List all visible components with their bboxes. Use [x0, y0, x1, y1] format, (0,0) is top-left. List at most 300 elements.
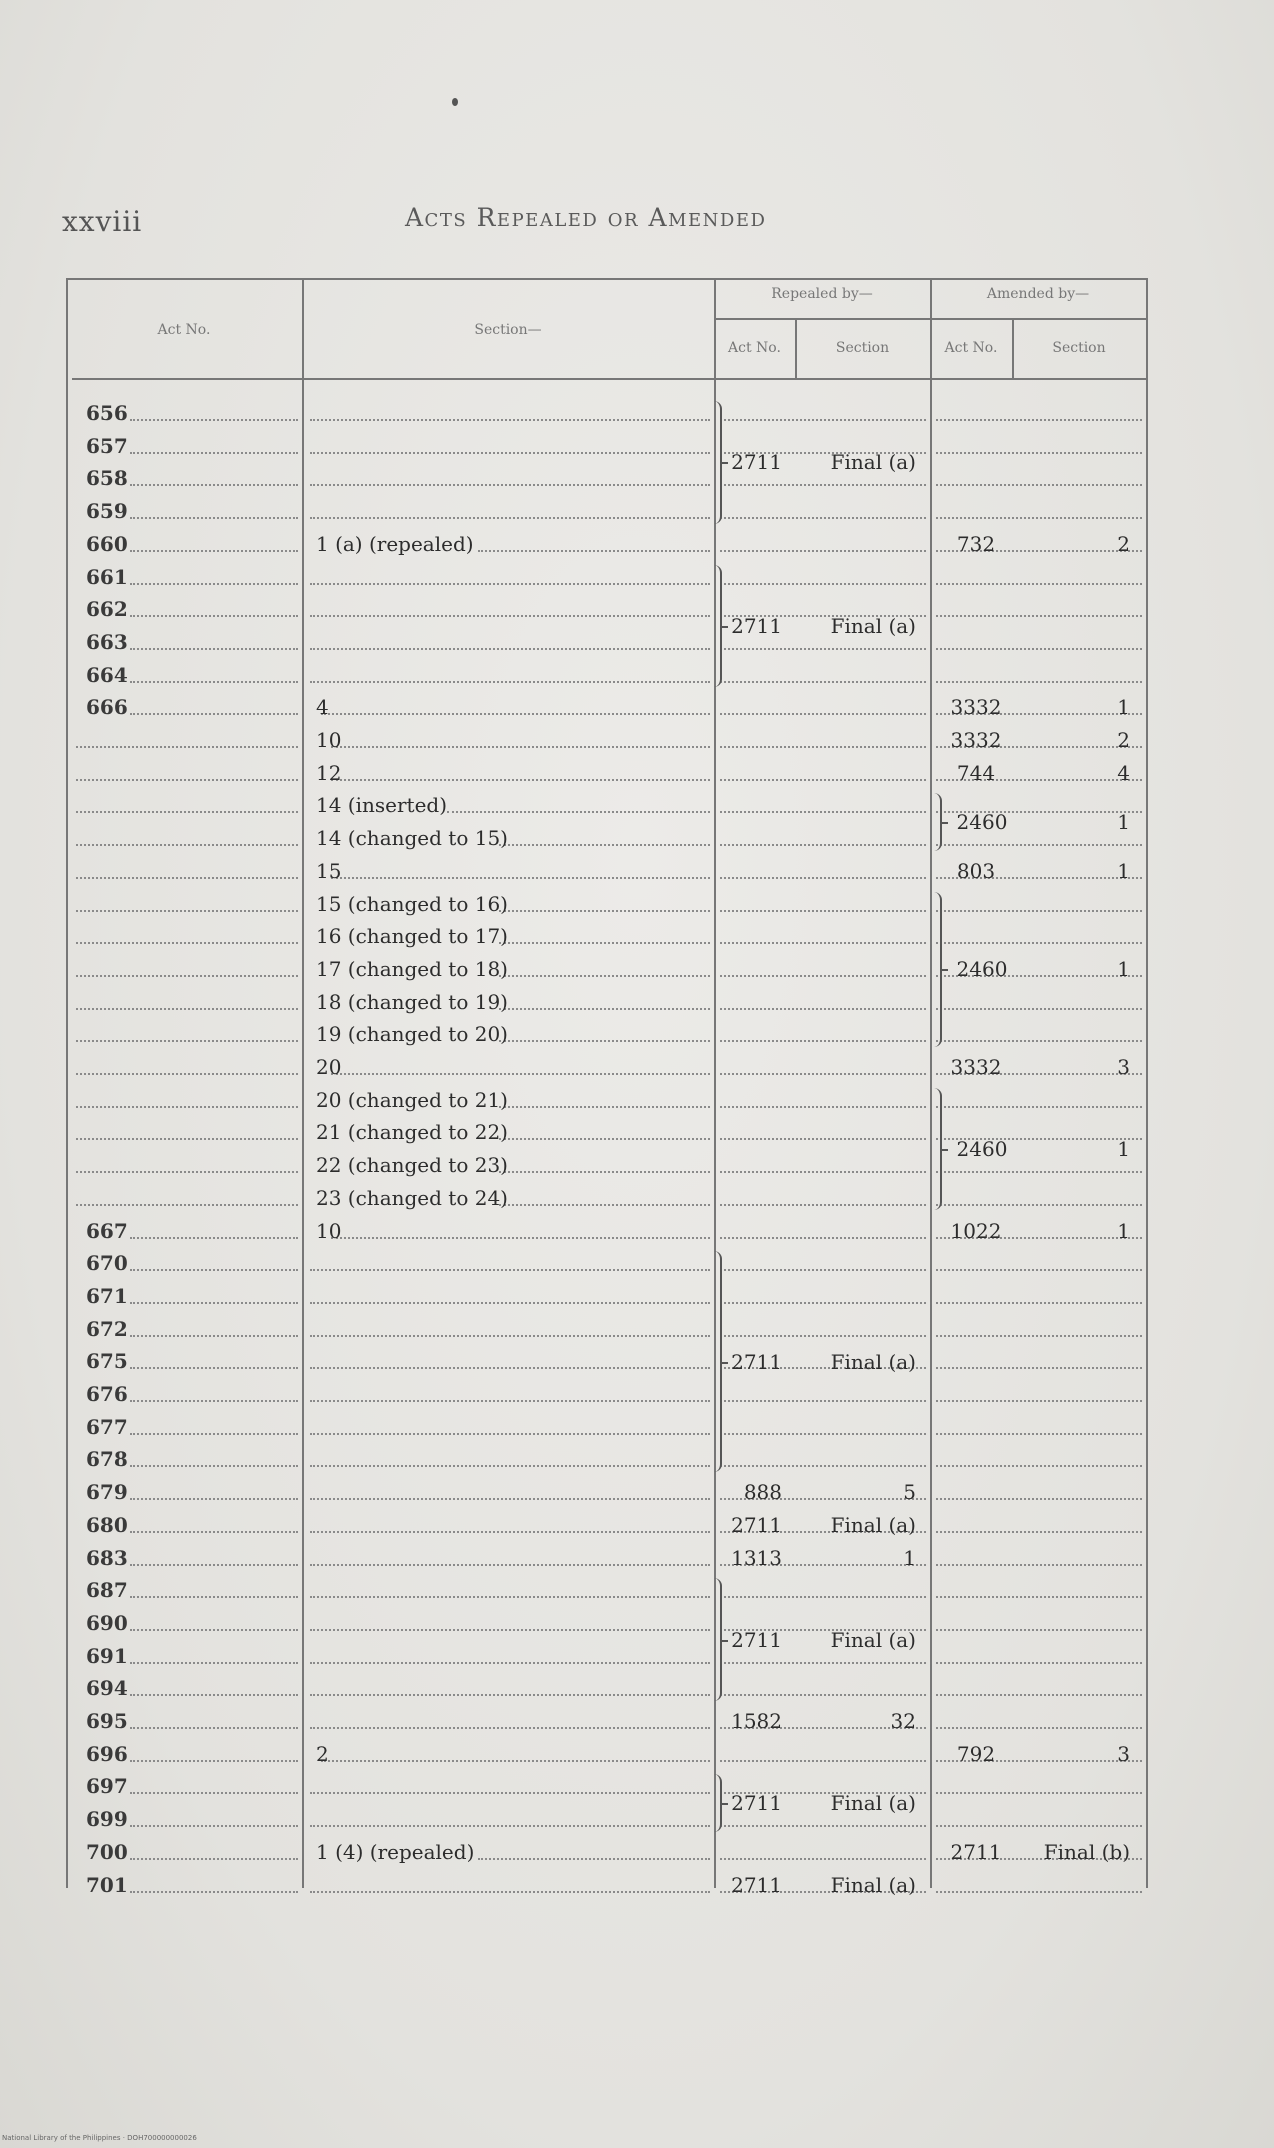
repealed-act-no: 2711	[731, 1512, 782, 1537]
repealed-section	[800, 724, 916, 757]
act-number	[86, 1149, 136, 1182]
amended-act-no	[934, 462, 1018, 495]
table-row	[0, 855, 1274, 888]
amended-section	[1018, 920, 1130, 953]
act-number	[86, 888, 136, 921]
amended-section	[1018, 495, 1130, 528]
repealed-section	[800, 1018, 916, 1051]
amended-act-no	[934, 1869, 1018, 1902]
amended-section	[1018, 1182, 1130, 1215]
amended-section	[1018, 1345, 1130, 1378]
repealed-section: Final (a)	[830, 1872, 916, 1897]
amended-section	[1018, 1607, 1130, 1640]
repealed-group-act-no: 2711	[731, 1349, 782, 1374]
leader-act	[130, 1694, 298, 1696]
amended-section	[1018, 397, 1130, 430]
table-row	[0, 1313, 1274, 1346]
amended-section	[1018, 1313, 1130, 1346]
act-number: 683	[86, 1545, 128, 1570]
table-row	[0, 1182, 1274, 1215]
amended-act-no	[934, 1574, 1018, 1607]
table-row	[0, 1280, 1274, 1313]
table-row	[0, 1509, 1274, 1542]
section-text	[316, 462, 706, 495]
repealed-act-no	[720, 1411, 782, 1444]
repealed-act-no	[720, 789, 782, 822]
repealed-section	[800, 920, 916, 953]
leader-act	[130, 1891, 298, 1893]
section-text	[316, 1869, 706, 1902]
amended-section: 2	[1117, 531, 1130, 556]
repealed-section	[800, 1051, 916, 1084]
section-text	[316, 430, 706, 463]
table-row	[0, 462, 1274, 495]
amended-section	[1018, 561, 1130, 594]
section-text: 14 (inserted)	[316, 793, 448, 818]
table-row	[0, 1411, 1274, 1444]
act-number: 670	[86, 1251, 128, 1276]
amended-section	[1018, 1084, 1130, 1117]
scan-footer: National Library of the Philippines · DOH700000000026	[2, 2134, 197, 2142]
leader-act	[130, 1302, 298, 1304]
amended-act-no	[934, 397, 1018, 430]
header-repealed-by: Repealed by—	[771, 286, 873, 302]
amended-act-no	[934, 1705, 1018, 1738]
header-act-no: Act No.	[157, 322, 211, 338]
repealed-section: 1	[903, 1545, 916, 1570]
section-text	[316, 626, 706, 659]
table-row	[0, 1051, 1274, 1084]
amended-section	[1018, 462, 1130, 495]
repealed-group-section: Final (a)	[830, 1627, 916, 1652]
amended-section	[1018, 593, 1130, 626]
amended-act-no	[934, 430, 1018, 463]
repealed-section	[800, 986, 916, 1019]
section-text: 15	[316, 858, 342, 883]
repealed-act-no	[720, 1313, 782, 1346]
amended-section: 4	[1117, 760, 1130, 785]
amended-act-no	[934, 659, 1018, 692]
amended-section: 1	[1117, 1218, 1130, 1243]
amended-act-no	[934, 1770, 1018, 1803]
amended-section	[1018, 1280, 1130, 1313]
act-number: 659	[86, 499, 128, 524]
repealed-section	[800, 1443, 916, 1476]
section-text: 1 (a) (repealed)	[316, 531, 474, 556]
act-number	[86, 1084, 136, 1117]
amended-section	[1018, 430, 1130, 463]
repealed-act-no	[720, 757, 782, 790]
table-row	[0, 920, 1274, 953]
act-number	[86, 920, 136, 953]
section-text	[316, 1803, 706, 1836]
leader-act	[130, 648, 298, 650]
repealed-act-no	[720, 855, 782, 888]
repealed-section	[800, 1215, 916, 1248]
repealed-section	[800, 1084, 916, 1117]
amended-section	[1018, 1672, 1130, 1705]
amended-act-no	[934, 626, 1018, 659]
act-number: 678	[86, 1447, 128, 1472]
table-row	[0, 724, 1274, 757]
repealed-act-no	[720, 1084, 782, 1117]
leader-act	[130, 1335, 298, 1337]
amended-section	[1018, 1640, 1130, 1673]
amended-act-no: 1022	[950, 1218, 1002, 1243]
act-number: 690	[86, 1610, 128, 1635]
repealed-act-no	[720, 953, 782, 986]
header-amended-section: Section	[1052, 340, 1106, 356]
table-row	[0, 1738, 1274, 1771]
table-row	[0, 528, 1274, 561]
amended-act-no: 732	[956, 531, 996, 556]
leader-act	[130, 583, 298, 585]
header-amended-act-no: Act No.	[944, 340, 998, 356]
leader-act	[130, 1498, 298, 1500]
amended-act-no	[934, 1509, 1018, 1542]
repealed-section	[800, 659, 916, 692]
section-text	[316, 495, 706, 528]
amended-act-no	[934, 920, 1018, 953]
amended-act-no: 2711	[950, 1839, 1002, 1864]
section-text	[316, 659, 706, 692]
leader-act	[130, 1367, 298, 1369]
repealed-section	[800, 1836, 916, 1869]
table-row	[0, 691, 1274, 724]
amended-act-no	[934, 1411, 1018, 1444]
repealed-act-no: 1313	[731, 1545, 782, 1570]
table-row	[0, 397, 1274, 430]
amended-section	[1018, 1411, 1130, 1444]
amended-act-no	[934, 561, 1018, 594]
table-row	[0, 1803, 1274, 1836]
repealed-section	[800, 1313, 916, 1346]
repealed-act-no	[720, 1018, 782, 1051]
repealed-act-no	[720, 561, 782, 594]
repealed-act-no	[720, 495, 782, 528]
act-number: 696	[86, 1741, 128, 1766]
repealed-act-no	[720, 397, 782, 430]
act-number: 699	[86, 1807, 128, 1832]
amended-act-no	[934, 1018, 1018, 1051]
table-row	[0, 1542, 1274, 1575]
amended-section: 2	[1117, 728, 1130, 752]
amended-section	[1018, 1803, 1130, 1836]
repealed-section	[800, 855, 916, 888]
table-row	[0, 1018, 1274, 1051]
repealed-act-no	[720, 1280, 782, 1313]
amended-act-no	[934, 888, 1018, 921]
act-number: 657	[86, 433, 128, 458]
table-row	[0, 1443, 1274, 1476]
repealed-act-no	[720, 888, 782, 921]
table-row	[0, 1574, 1274, 1607]
section-text	[316, 1476, 706, 1509]
repealed-section	[800, 1182, 916, 1215]
leader-act	[130, 550, 298, 552]
amended-act-no: 792	[956, 1741, 996, 1766]
repealed-section	[800, 1378, 916, 1411]
act-number: 700	[86, 1839, 128, 1864]
amended-act-no	[934, 986, 1018, 1019]
repealed-section	[800, 1149, 916, 1182]
repealed-act-no	[720, 1738, 782, 1771]
table-row	[0, 1869, 1274, 1902]
repealed-act-no	[720, 1215, 782, 1248]
repealed-group-act-no: 2711	[731, 1791, 782, 1816]
repealed-section	[800, 1411, 916, 1444]
table-row	[0, 1345, 1274, 1378]
leader-act	[130, 1792, 298, 1794]
table-row	[0, 888, 1274, 921]
repealed-act-no	[720, 1116, 782, 1149]
repealed-act-no	[720, 724, 782, 757]
table-top-rule	[66, 278, 1148, 280]
leader-act	[130, 615, 298, 617]
leader-act	[130, 484, 298, 486]
act-number: 663	[86, 629, 128, 654]
section-text: 10	[316, 1218, 342, 1243]
act-number: 677	[86, 1414, 128, 1439]
amended-section: 1	[1117, 858, 1130, 883]
act-number: 661	[86, 564, 128, 589]
repealed-section	[800, 561, 916, 594]
repealed-act-no: 1582	[731, 1709, 782, 1733]
repealed-act-no	[720, 1149, 782, 1182]
act-number	[86, 953, 136, 986]
amended-group-act-no: 2460	[956, 957, 1008, 982]
repealed-act-no	[720, 659, 782, 692]
act-number: 675	[86, 1349, 128, 1374]
table-row	[0, 561, 1274, 594]
repealed-section	[800, 953, 916, 986]
section-text	[316, 1574, 706, 1607]
repealed-section	[800, 822, 916, 855]
leader-act	[130, 1564, 298, 1566]
section-text	[316, 1411, 706, 1444]
section-text: 18 (changed to 19)	[316, 989, 508, 1014]
repealed-group-section: Final (a)	[830, 613, 916, 638]
repealed-act-no	[720, 822, 782, 855]
leader-act	[130, 419, 298, 421]
section-text: 12	[316, 760, 342, 785]
amended-act-no	[934, 593, 1018, 626]
section-text	[316, 1607, 706, 1640]
section-text	[316, 1640, 706, 1673]
repealed-act-no	[720, 986, 782, 1019]
section-text	[316, 1509, 706, 1542]
repealed-act-no	[720, 920, 782, 953]
repealed-group-section: Final (a)	[830, 450, 916, 475]
amended-section: 3	[1117, 1055, 1130, 1079]
repealed-section	[800, 691, 916, 724]
table-row	[0, 1476, 1274, 1509]
table-row	[0, 1247, 1274, 1280]
repealed-act-no	[720, 1051, 782, 1084]
section-text	[316, 1443, 706, 1476]
act-number: 691	[86, 1643, 128, 1668]
section-text: 22 (changed to 23)	[316, 1153, 508, 1178]
act-number: 658	[86, 466, 128, 491]
section-text: 14 (changed to 15)	[316, 826, 508, 851]
repealed-section	[800, 1672, 916, 1705]
section-text	[316, 1770, 706, 1803]
header-repealed-section: Section	[835, 340, 890, 356]
table-row	[0, 1836, 1274, 1869]
amended-section: 1	[1117, 695, 1130, 720]
section-text: 4	[316, 695, 329, 720]
amended-group-act-no: 2460	[956, 1137, 1008, 1162]
leader-act	[130, 1727, 298, 1729]
act-number: 694	[86, 1676, 128, 1701]
section-text	[316, 1672, 706, 1705]
act-number	[86, 724, 136, 757]
repealed-act-no	[720, 528, 782, 561]
amended-act-no: 3332	[950, 1055, 1002, 1079]
section-text	[316, 1705, 706, 1738]
table-row	[0, 757, 1274, 790]
repealed-section: 32	[890, 1709, 916, 1733]
repealed-act-no	[720, 691, 782, 724]
header-section: Section—	[474, 322, 542, 338]
section-text: 1 (4) (repealed)	[316, 1839, 475, 1864]
amended-act-no	[934, 1607, 1018, 1640]
section-text	[316, 561, 706, 594]
table-row	[0, 626, 1274, 659]
table-row	[0, 1607, 1274, 1640]
amended-act-no	[934, 1313, 1018, 1346]
act-number: 687	[86, 1578, 128, 1603]
amended-section	[1018, 1247, 1130, 1280]
repealed-section	[800, 1574, 916, 1607]
table-row	[0, 986, 1274, 1019]
amended-act-no	[934, 1542, 1018, 1575]
amended-act-no	[934, 1084, 1018, 1117]
amended-section	[1018, 1869, 1130, 1902]
section-text: 17 (changed to 18)	[316, 956, 508, 981]
amended-section: 3	[1117, 1741, 1130, 1766]
repealed-group-act-no: 2711	[731, 450, 782, 475]
amended-group-section: 1	[1117, 810, 1130, 835]
repealed-group-section: Final (a)	[830, 1791, 916, 1816]
amend-brace	[930, 1088, 942, 1211]
section-text: 15 (changed to 16)	[316, 891, 508, 916]
amended-act-no	[934, 1803, 1018, 1836]
repealed-section: 5	[903, 1480, 916, 1505]
amended-group-section: 1	[1117, 1137, 1130, 1162]
leader-act	[130, 713, 298, 715]
table-row	[0, 659, 1274, 692]
repealed-group-section: Final (a)	[830, 1349, 916, 1374]
repealed-group-act-no: 2711	[731, 1627, 782, 1652]
act-number: 676	[86, 1382, 128, 1406]
repealed-section	[800, 1116, 916, 1149]
act-number: 680	[86, 1512, 128, 1537]
act-number: 664	[86, 662, 128, 687]
amended-section	[1018, 1770, 1130, 1803]
amended-act-no	[934, 1378, 1018, 1411]
act-number: 656	[86, 401, 128, 425]
section-text: 23 (changed to 24)	[316, 1185, 508, 1210]
act-number	[86, 986, 136, 1019]
amended-section	[1018, 1018, 1130, 1051]
section-text	[316, 1542, 706, 1575]
amend-brace	[930, 793, 942, 850]
act-number	[86, 789, 136, 822]
amended-group-act-no: 2460	[956, 810, 1008, 835]
amended-group-section: 1	[1117, 957, 1130, 982]
repealed-section	[800, 1247, 916, 1280]
amended-act-no: 3332	[950, 728, 1002, 752]
repealed-act-no: 888	[743, 1480, 782, 1505]
act-number	[86, 822, 136, 855]
repealed-group-act-no: 2711	[731, 613, 782, 638]
amended-act-no	[934, 1247, 1018, 1280]
leader-act	[130, 1760, 298, 1762]
act-number: 662	[86, 597, 128, 622]
section-text: 16 (changed to 17)	[316, 924, 508, 949]
act-number: 660	[86, 531, 128, 556]
table-row	[0, 1215, 1274, 1248]
act-number: 666	[86, 695, 128, 720]
section-text: 20	[316, 1055, 342, 1079]
header-repealed-act-no: Act No.	[728, 340, 781, 356]
amended-act-no	[934, 1280, 1018, 1313]
amended-section	[1018, 888, 1130, 921]
amended-act-no: 3332	[950, 695, 1002, 720]
act-number: 701	[86, 1872, 128, 1897]
table-row	[0, 593, 1274, 626]
section-text	[316, 1378, 706, 1411]
repealed-act-no: 2711	[731, 1872, 782, 1897]
repealed-act-no	[720, 1836, 782, 1869]
amended-act-no	[934, 1345, 1018, 1378]
act-number	[86, 757, 136, 790]
section-text	[316, 1280, 706, 1313]
header-amended-by: Amended by—	[986, 286, 1090, 302]
section-text	[316, 1247, 706, 1280]
amended-act-no	[934, 1476, 1018, 1509]
act-number: 695	[86, 1709, 128, 1733]
leader-act	[130, 1629, 298, 1631]
section-text	[316, 593, 706, 626]
amended-act-no	[934, 1182, 1018, 1215]
repealed-section	[800, 528, 916, 561]
repealed-section	[800, 757, 916, 790]
ink-speck	[452, 98, 458, 106]
repealed-act-no	[720, 1574, 782, 1607]
repealed-section	[800, 789, 916, 822]
table-row	[0, 1378, 1274, 1411]
amended-section	[1018, 1542, 1130, 1575]
section-text: 20 (changed to 21)	[316, 1087, 508, 1112]
table-row	[0, 1084, 1274, 1117]
repealed-section	[800, 1738, 916, 1771]
section-text	[316, 1345, 706, 1378]
header-bottom-rule	[72, 378, 1146, 380]
amended-section	[1018, 1705, 1130, 1738]
repealed-act-no	[720, 1443, 782, 1476]
leader-act	[130, 1400, 298, 1402]
section-text	[316, 1313, 706, 1346]
amended-act-no: 744	[956, 760, 996, 785]
amended-section	[1018, 1574, 1130, 1607]
section-text: 21 (changed to 22)	[316, 1120, 508, 1145]
amended-section	[1018, 1509, 1130, 1542]
table-row	[0, 1640, 1274, 1673]
act-number: 667	[86, 1218, 128, 1243]
act-number: 671	[86, 1283, 128, 1308]
